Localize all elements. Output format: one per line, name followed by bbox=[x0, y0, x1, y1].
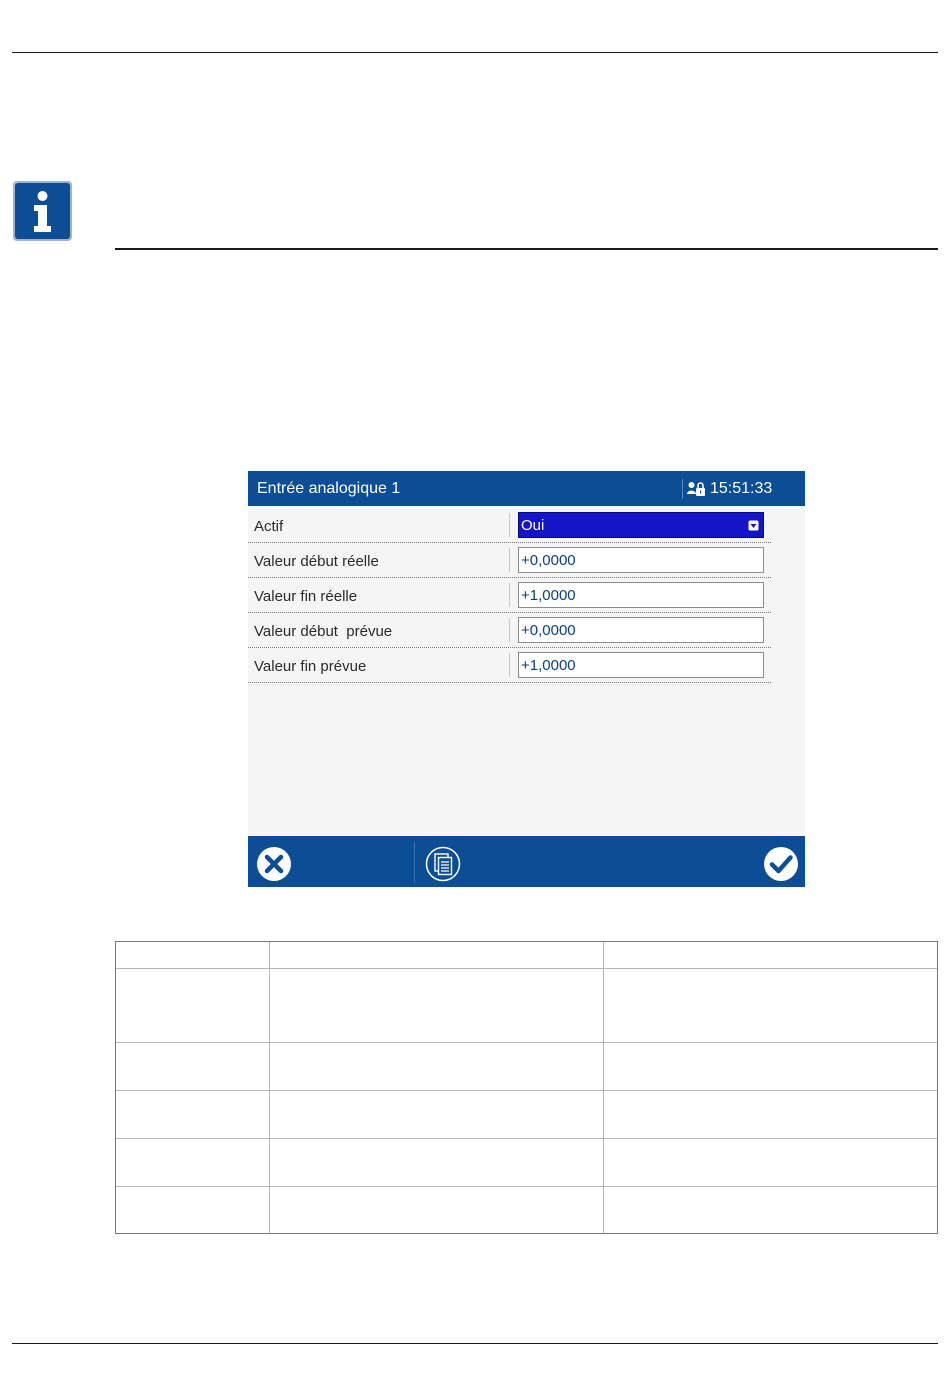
table-cell bbox=[604, 1187, 937, 1233]
table-cell bbox=[116, 969, 270, 1043]
table-cell bbox=[116, 1139, 270, 1187]
table-header-cell bbox=[604, 942, 937, 969]
input-value: +1,0000 bbox=[521, 587, 576, 604]
row-divider bbox=[509, 618, 510, 642]
top-rule bbox=[12, 52, 938, 53]
valeur-debut-prevue-input[interactable] bbox=[518, 617, 764, 643]
table-cell bbox=[116, 1091, 270, 1139]
row-divider bbox=[509, 513, 510, 537]
table-cell bbox=[604, 1043, 937, 1091]
parameter-table bbox=[115, 941, 938, 1234]
row-valeur-debut-reelle bbox=[248, 543, 771, 578]
bottom-rule bbox=[12, 1343, 938, 1344]
row-actif bbox=[248, 508, 771, 543]
lock-user-icon[interactable] bbox=[687, 480, 707, 498]
screen-title: Entrée analogique 1 bbox=[257, 480, 401, 497]
table-cell bbox=[116, 1187, 270, 1233]
cancel-icon[interactable] bbox=[256, 846, 292, 882]
select-value: Oui bbox=[521, 517, 545, 534]
table-cell bbox=[604, 1139, 937, 1187]
input-value: +0,0000 bbox=[521, 552, 576, 569]
screen-footer bbox=[248, 836, 805, 887]
table-header-cell bbox=[270, 942, 604, 969]
table-cell bbox=[270, 1187, 604, 1233]
table-cell bbox=[270, 1091, 604, 1139]
row-divider bbox=[509, 548, 510, 572]
document-icon[interactable] bbox=[425, 846, 461, 882]
info-icon bbox=[12, 180, 73, 242]
input-value: +0,0000 bbox=[521, 622, 576, 639]
valeur-debut-reelle-input[interactable] bbox=[518, 547, 764, 573]
row-divider bbox=[509, 583, 510, 607]
table-cell bbox=[604, 969, 937, 1043]
valeur-fin-prevue-input[interactable] bbox=[518, 652, 764, 678]
chevron-down-icon bbox=[748, 520, 759, 531]
device-screen bbox=[248, 471, 805, 887]
row-valeur-debut-prevue bbox=[248, 613, 771, 648]
row-label: Valeur début réelle bbox=[254, 553, 379, 570]
screen-clock: 15:51:33 bbox=[710, 480, 773, 497]
checkmark-icon[interactable] bbox=[763, 846, 799, 882]
table-cell bbox=[270, 1139, 604, 1187]
row-label: Valeur début prévue bbox=[254, 623, 393, 640]
table-cell bbox=[270, 1043, 604, 1091]
screen-header bbox=[248, 471, 805, 506]
table-header-cell bbox=[116, 942, 270, 969]
header-separator bbox=[682, 479, 683, 499]
row-label: Actif bbox=[254, 518, 284, 535]
input-value: +1,0000 bbox=[521, 657, 576, 674]
row-label: Valeur fin prévue bbox=[254, 658, 367, 675]
row-valeur-fin-reelle bbox=[248, 578, 771, 613]
actif-select[interactable] bbox=[518, 512, 764, 538]
table-cell bbox=[270, 969, 604, 1043]
table-cell bbox=[604, 1091, 937, 1139]
footer-separator bbox=[414, 842, 415, 882]
note-rule bbox=[115, 248, 938, 250]
row-label: Valeur fin réelle bbox=[254, 588, 358, 605]
row-valeur-fin-prevue bbox=[248, 648, 771, 683]
table-cell bbox=[116, 1043, 270, 1091]
valeur-fin-reelle-input[interactable] bbox=[518, 582, 764, 608]
row-divider bbox=[509, 653, 510, 677]
